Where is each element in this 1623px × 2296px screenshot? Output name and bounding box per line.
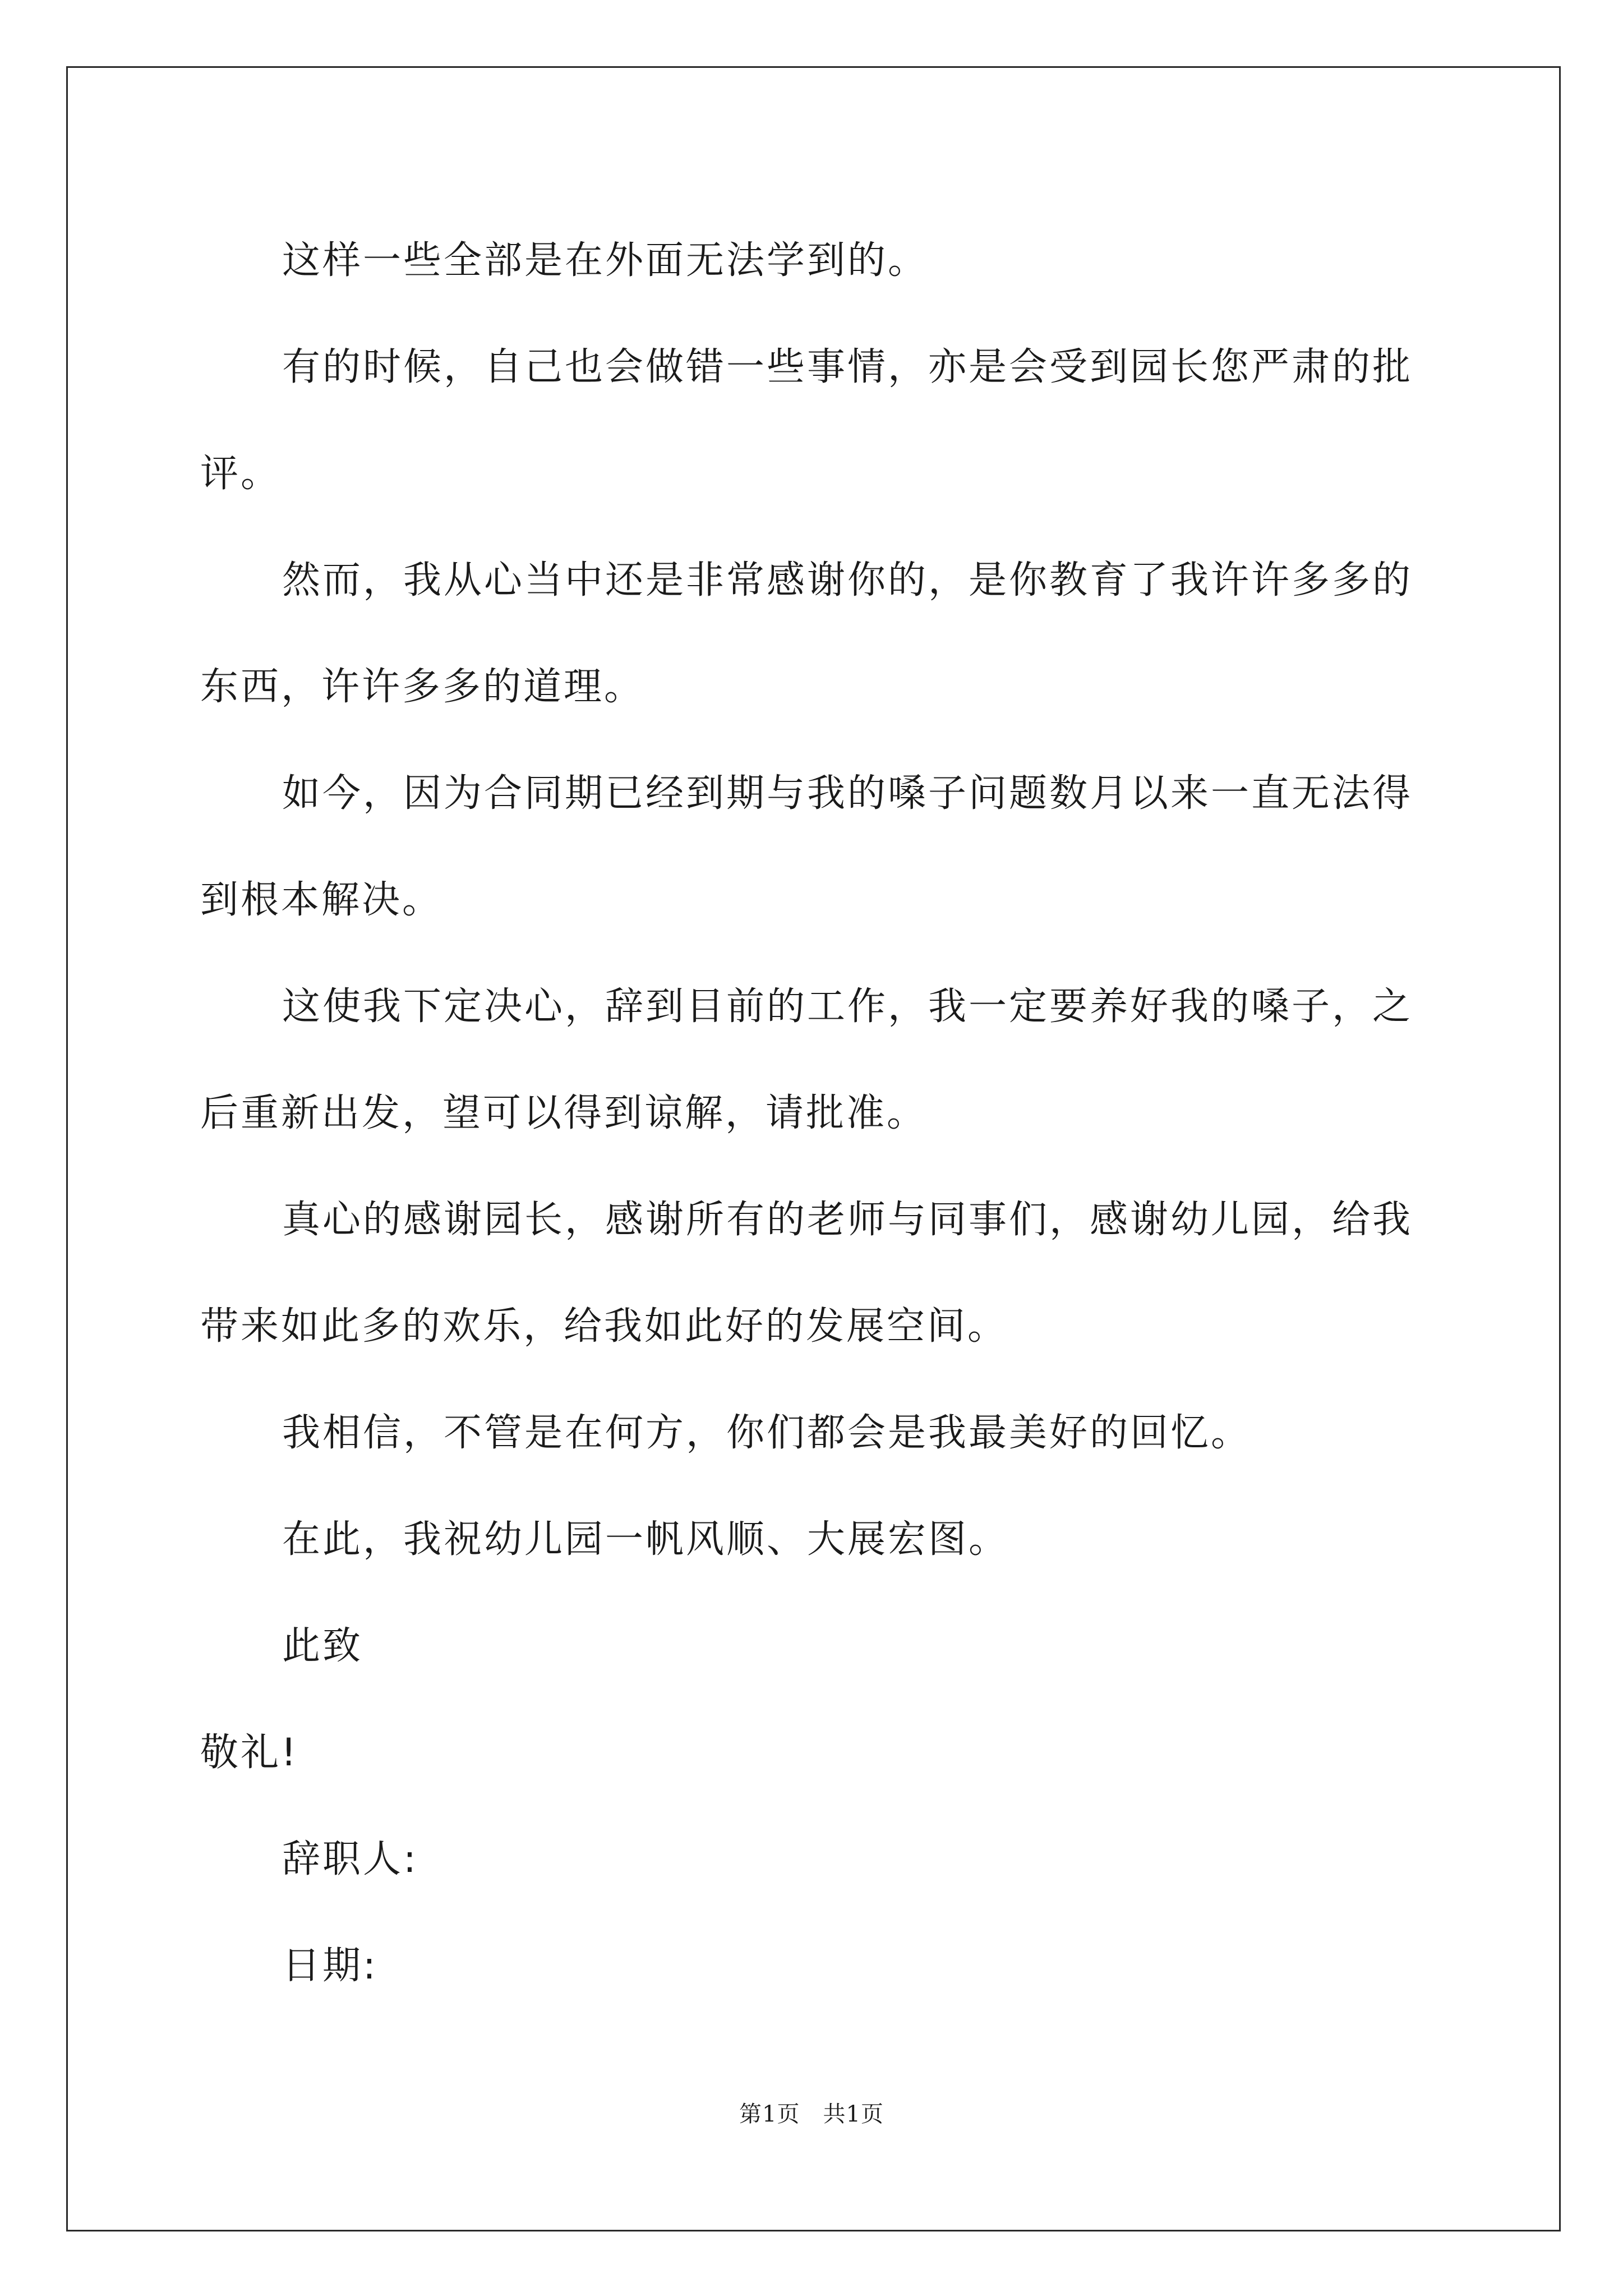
letter-body [200,208,1431,2019]
paragraph: 在此，我祝幼儿园一帆风顺、大展宏图。 [282,1517,1009,1562]
paragraph: 这使我下定决心，辞到目前的工作，我一定要养好我的嗓子，之后重新出发，望可以得到谅解，请批准。 [200,984,1413,1135]
closing-salutation: 此致 [282,1624,363,1668]
paragraph: 真心的感谢园长，感谢所有的老师与同事们，感谢幼儿园，给我带来如此多的欢乐，给我如此好的发展空间。 [200,1198,1413,1349]
page-number: 第1页 共1页 [739,2101,884,2127]
paragraph: 这样一些全部是在外面无法学到的。 [282,238,929,283]
paragraph: 然而，我从心当中还是非常感谢你的，是你教育了我许许多多的东西，许许多多的道理。 [200,558,1413,709]
paragraph: 有的时候，自己也会做错一些事情，亦是会受到园长您严肃的批评。 [200,345,1413,496]
date-label: 日期: [282,1944,378,1988]
signature-label: 辞职人: [282,1837,418,1881]
closing-regards: 敬礼! [200,1731,299,1775]
paragraph: 我相信，不管是在何方，你们都会是我最美好的回忆。 [282,1411,1252,1455]
paragraph: 如今，因为合同期已经到期与我的嗓子问题数月以来一直无法得到根本解决。 [200,771,1413,922]
